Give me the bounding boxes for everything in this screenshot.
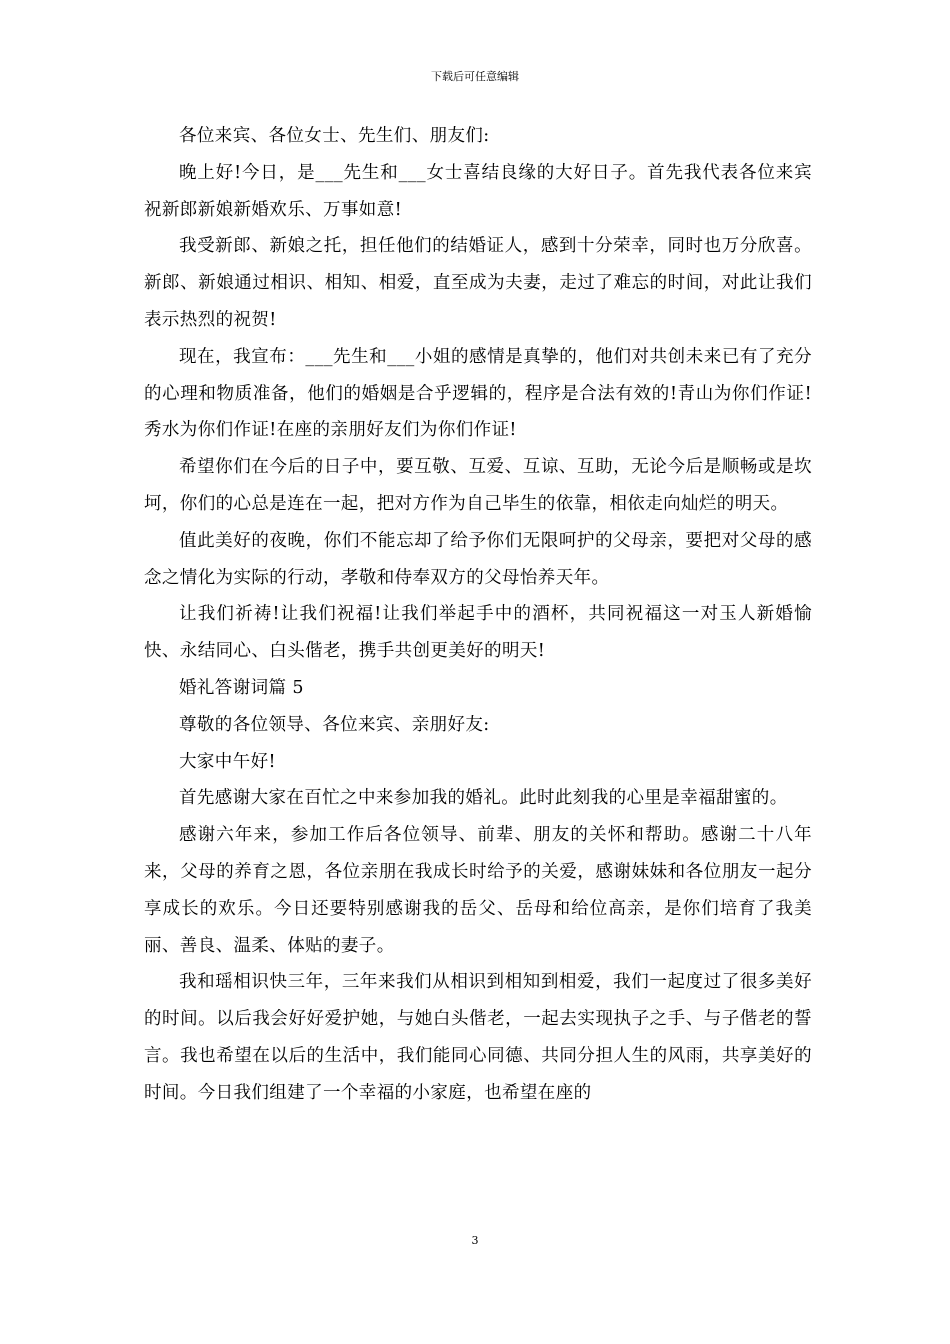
paragraph: 现在，我宣布：___先生和___小姐的感情是真挚的，他们对共创未来已有了充分的心理和物质准备，他们的婚姻是合乎逻辑的，程序是合法有效的!青山为你们作证!秀水为你们作证!在座的亲朋好友们为你们作证! [144,346,812,441]
page-number: 3 [471,1234,479,1247]
paragraph-salutation: 各位来宾、各位女士、先生们、朋友们: [179,126,490,146]
paragraph: 我和瑶相识快三年，三年来我们从相识到相知到相爱，我们一起度过了很多美好的时间。以后我会好好爱护她，与她白头偕老，一起去实现执子之手、与子偕老的誓言。我也希望在以后的生活中，我们能同心同德、共同分担人生的风雨，共享美好的时间。今日我们组建了一个幸福的小家庭，也希望在座的 [144,972,812,1103]
document-body [144,118,812,1112]
paragraph: 感谢六年来，参加工作后各位领导、前辈、朋友的关怀和帮助。感谢二十八年来，父母的养育之恩，各位亲朋在我成长时给予的关爱，感谢妹妹和各位朋友一起分享成长的欢乐。今日还要特别感谢我的岳父、岳母和给位高亲，是你们培育了我美丽、善良、温柔、体贴的妻子。 [144,825,812,956]
paragraph: 大家中午好! [179,751,276,772]
section-title: 婚礼答谢词篇 5 [179,677,304,698]
paragraph: 首先感谢大家在百忙之中来参加我的婚礼。此时此刻我的心里是幸福甜蜜的。 [179,788,788,809]
page-header: 下载后可任意编辑 [431,70,519,83]
paragraph: 值此美好的夜晚，你们不能忘却了给予你们无限呵护的父母亲，要把对父母的感念之情化为实际的行动，孝敬和侍奉双方的父母怡养天年。 [144,530,812,588]
paragraph: 晚上好!今日，是___先生和___女士喜结良缘的大好日子。首先我代表各位来宾祝新郎新娘新婚欢乐、万事如意! [144,162,812,220]
paragraph: 希望你们在今后的日子中，要互敬、互爱、互谅、互助，无论今后是顺畅或是坎坷，你们的心总是连在一起，把对方作为自己毕生的依靠，相依走向灿烂的明天。 [144,457,812,514]
paragraph: 让我们祈祷!让我们祝福!让我们举起手中的酒杯，共同祝福这一对玉人新婚愉快、永结同心、白头偕老，携手共创更美好的明天! [144,604,812,662]
paragraph-salutation: 尊敬的各位领导、各位来宾、亲朋好友: [179,714,490,735]
paragraph: 我受新郎、新娘之托，担任他们的结婚证人，感到十分荣幸，同时也万分欣喜。新郎、新娘通过相识、相知、相爱，直至成为夫妻，走过了难忘的时间，对此让我们表示热烈的祝贺! [144,236,812,330]
